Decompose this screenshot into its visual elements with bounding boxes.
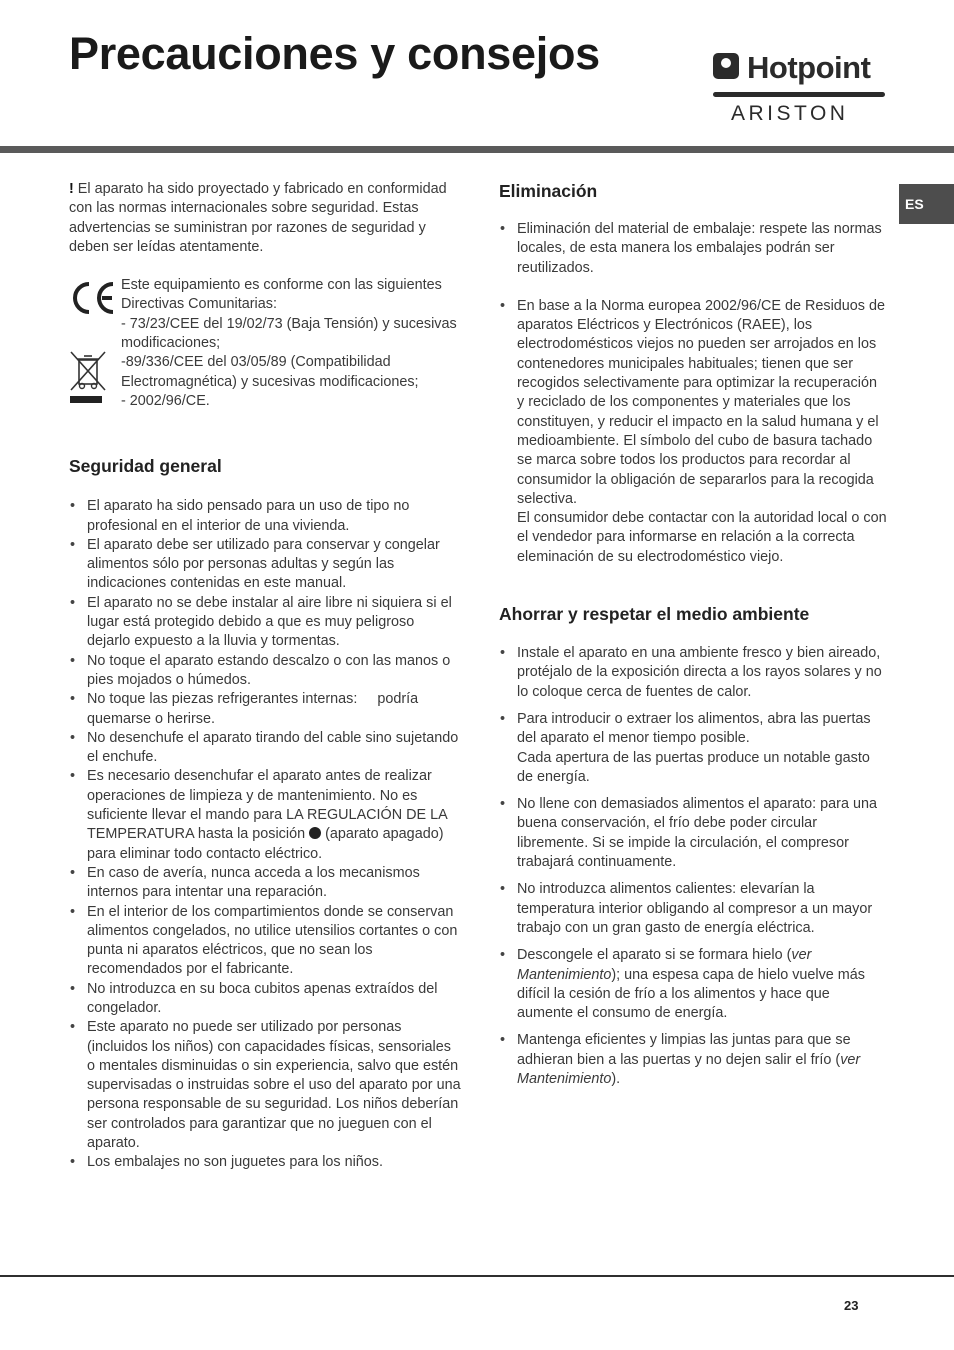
- list-item: • Eliminación del material de embalaje: respete las normas locales, de esta manera los embalajes podrán ser reutilizados.: [499, 220, 887, 278]
- list-item-text: • Para introducir o extraer los alimentos, abra las puertas del aparato el menor tiempo posible.: [517, 710, 871, 747]
- list-item: • No desenchufe el aparato tirando del cable sino sujetando el enchufe.: [69, 729, 461, 768]
- compliance-line: Este equipamiento es conforme con las siguientes Directivas Comunitarias:: [121, 277, 442, 313]
- list-item: • El aparato ha sido pensado para un uso de tipo no profesional en el interior de una vivienda.: [69, 497, 461, 536]
- compliance-block: [69, 276, 461, 411]
- intro-text: El aparato ha sido proyectado y fabricado en conformidad con las normas internacionales sobre seguridad. Estas advertencias se suministran por razones de seguridad y deben ser leídas atentamente.: [69, 181, 447, 255]
- list-item: [499, 1031, 887, 1089]
- right-column: [499, 180, 887, 1097]
- intro-warning: [69, 180, 461, 257]
- list-item: • No toque el aparato estando descalzo o con las manos o pies mojados o húmedos.: [69, 652, 461, 691]
- ce-mark-icon: [69, 280, 115, 316]
- page-number: 23: [844, 1298, 859, 1313]
- page-title: Precauciones y consejos: [69, 28, 600, 79]
- list-item: [499, 946, 887, 1023]
- left-column: [69, 180, 461, 1173]
- off-position-icon: [309, 827, 321, 839]
- brand-divider: [713, 92, 885, 97]
- language-tab: ES: [899, 184, 954, 224]
- section-heading-eliminacion: Eliminación: [499, 181, 598, 201]
- hotpoint-logo-icon: [713, 53, 741, 81]
- list-item: [499, 710, 887, 787]
- list-item: • En caso de avería, nunca acceda a los mecanismos internos para intentar una reparación.: [69, 864, 461, 903]
- cross-reference: ver Mantenimiento: [517, 1051, 861, 1087]
- footer-rule: [0, 1275, 954, 1277]
- compliance-line: - 2002/96/CE.: [121, 392, 210, 409]
- hotpoint-ariston-logo: [711, 50, 887, 126]
- list-item-text: ); una espesa capa de hielo vuelve más difícil la cesión de frío a los alimentos y hace que aumente el consumo de energía.: [517, 966, 865, 1022]
- warning-mark: !: [69, 181, 74, 197]
- list-item: • El aparato debe ser utilizado para conservar y congelar alimentos sólo por personas adultas y según las indicaciones contenidas en este manual.: [69, 536, 461, 594]
- ahorrar-list: [499, 644, 887, 1089]
- cross-reference: ver Mantenimiento: [517, 947, 812, 983]
- list-item: • Instale el aparato en una ambiente fresco y bien aireado, protéjalo de la exposición directa a los rayos solares y no lo coloque cerca de fuentes de calor.: [499, 644, 887, 702]
- list-item: • El aparato no se debe instalar al aire libre ni siquiera si el lugar está protegido debido a que es muy peligroso dejarlo expuesto a la lluvia y tormentas.: [69, 594, 461, 652]
- list-item-text: Descongele el aparato si se formara hielo (: [517, 947, 792, 964]
- list-item: • No toque las piezas refrigerantes internas: podría quemarse o herirse.: [69, 690, 461, 729]
- seguridad-list: [69, 497, 461, 1172]
- list-item: • No introduzca alimentos calientes: elevarían la temperatura interior obligando al compresor a un mayor trabajo con un gran gasto de energía eléctrica.: [499, 880, 887, 938]
- list-item-text: Cada apertura de las puertas produce un notable gasto de energía.: [517, 749, 870, 785]
- section-heading-ahorrar: Ahorrar y respetar el medio ambiente: [499, 604, 810, 625]
- list-item-text: El consumidor debe contactar con la autoridad local o con el vendedor para informarse en relación a la correcta eleminación de su electrodoméstico viejo.: [517, 510, 887, 565]
- list-item: • En el interior de los compartimientos donde se conservan alimentos congelados, no utilice utensilios cortantes o con punta ni aparatos eléctricos, que no sean los recomendados por el fabricante.: [69, 903, 461, 980]
- brand-ariston: ARISTON: [731, 102, 849, 125]
- list-item: • Este aparato no puede ser utilizado por personas (incluidos los niños) con capacidades físicas, sensoriales o mentales disminuidas o sin experiencia, salvo que estén supervisadas o instruidas sobre el uso del aparato por una persona responsable de su seguridad. Los niños deberían ser controlados para garantizar que no jueguen con el aparato.: [69, 1018, 461, 1153]
- list-item-text: Mantenga eficientes y limpias las juntas para que se adhieran bien a las puertas y no dejen salir el frío (: [517, 1032, 851, 1068]
- crossed-bin-icon: [69, 350, 109, 406]
- unplug-text-b: (aparato apagado) para eliminar todo contacto eléctrico.: [87, 826, 444, 862]
- list-item: • No introduzca en su boca cubitos apenas extraídos del congelador.: [69, 980, 461, 1019]
- list-item: [499, 297, 887, 567]
- list-item-text: • En base a la Norma europea 2002/96/CE de Residuos de aparatos Eléctricos y Electrónicos (RAEE), los electrodomésticos viejos no pueden ser arrojados en los contenedores municipales habituales; tienen que ser recogidos selectivamente para optimizar la recuperación y reciclado de los componentes y materiales que los constituyen, y reducir el impacto en la salud humana y el medioambiente. El símbolo del cubo de basura tachado se marca sobre todos los productos para recordar al consumidor la obligación de separarlos para la recogida selectiva.: [517, 297, 886, 507]
- compliance-line: -89/336/CEE del 03/05/89 (Compatibilidad Electromagnética) y sucesivas modificaciones;: [121, 354, 419, 390]
- list-item: • Los embalajes no son juguetes para los niños.: [69, 1153, 461, 1172]
- eliminacion-list: [499, 220, 887, 567]
- brand-hotpoint: Hotpoint: [747, 50, 871, 85]
- unplug-text-a: Es necesario desenchufar el aparato antes de realizar operaciones de limpieza y de mantenimiento. No es suficiente llevar el mando para LA REGULACIÓN DE LA TEMPERATURA hasta la posición: [87, 768, 447, 843]
- list-item-text: ).: [611, 1070, 621, 1087]
- header-rule: [0, 146, 954, 153]
- list-item-unplug: [69, 767, 461, 863]
- list-item: • No llene con demasiados alimentos el aparato: para una buena conservación, el frío debe poder circular libremente. Si se impide la circulación, el compresor trabajará continuamente.: [499, 795, 887, 872]
- section-heading-seguridad: Seguridad general: [69, 456, 222, 477]
- compliance-marks: [69, 280, 113, 413]
- compliance-line: - 73/23/CEE del 19/02/73 (Baja Tensión) y sucesivas modificaciones;: [121, 315, 457, 352]
